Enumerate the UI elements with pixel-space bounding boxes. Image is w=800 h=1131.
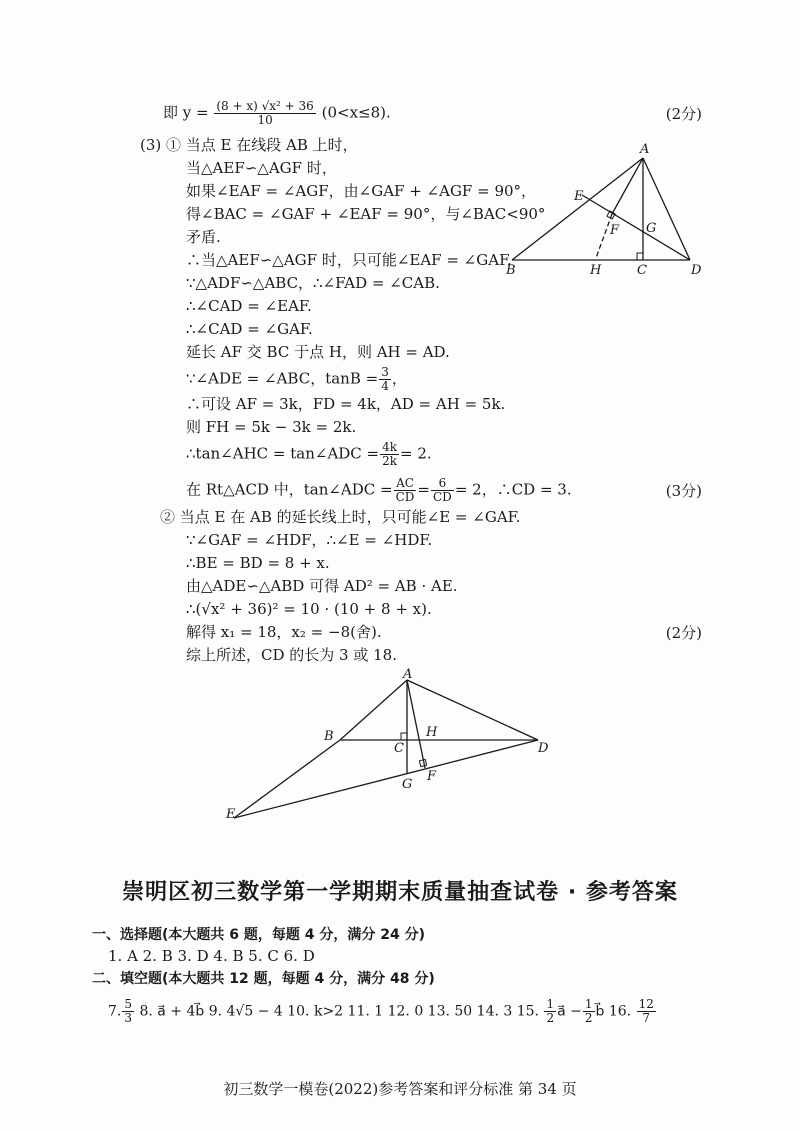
- denominator: 3: [124, 1011, 132, 1025]
- label-C: C: [637, 263, 647, 278]
- score-mark: (3分): [665, 482, 702, 500]
- denominator: CD: [395, 490, 415, 504]
- formula-denominator: 10: [257, 113, 273, 127]
- denominator: CD: [433, 490, 452, 504]
- label-D: D: [691, 263, 702, 278]
- segment-ED: [582, 195, 690, 260]
- solution-line: (3) ① 当点 E 在线段 AB 上时，: [140, 136, 358, 154]
- solution-line: 如果∠EAF = ∠AGF，由∠GAF + ∠AGF = 90°，: [186, 182, 537, 200]
- denominator: 2k: [382, 454, 398, 468]
- line-text: ，: [391, 369, 407, 388]
- fraction: [380, 441, 399, 468]
- solution-line: 矛盾.: [186, 228, 221, 246]
- page-footer: 初三数学一模卷(2022)参考答案和评分标准 第 34 页: [223, 1080, 577, 1098]
- label-F: F: [610, 223, 620, 238]
- fraction: [431, 477, 454, 504]
- label-F: F: [427, 769, 437, 784]
- line-text: = 2.: [400, 444, 432, 463]
- numerator: 6: [431, 477, 454, 491]
- solution-line: [186, 441, 432, 468]
- label-C: C: [394, 741, 404, 756]
- numerator: AC: [394, 477, 417, 491]
- fraction: [637, 998, 656, 1025]
- numerator: 12: [638, 997, 654, 1011]
- label-E: E: [226, 807, 236, 822]
- label-D: D: [538, 741, 549, 756]
- line-text: = 2，∴CD = 3.: [454, 480, 572, 499]
- label-G: G: [402, 777, 413, 792]
- label-H: H: [590, 263, 602, 278]
- right-angle-mark-C: [401, 733, 407, 740]
- line-text: ∵∠ADE = ∠ABC，tanB =: [186, 369, 379, 388]
- geometry-figure-2: [220, 668, 560, 828]
- section-heading-fill-in: 二、填空题(本大题共 12 题，每题 4 分，满分 48 分): [92, 971, 435, 987]
- solution-line: 当△AEF∽△AGF 时，: [186, 159, 337, 177]
- geometry-figure-1: [500, 140, 720, 280]
- numerator: 4k: [382, 440, 398, 454]
- solution-line: 延长 AF 交 BC 于点 H，则 AH = AD.: [186, 343, 450, 361]
- formula-fraction: [214, 100, 315, 127]
- segment-BE: [234, 740, 340, 818]
- multiple-choice-answers: 1. A 2. B 3. D 4. B 5. C 6. D: [108, 947, 315, 965]
- fraction: [394, 477, 417, 504]
- line-text: 在 Rt△ACD 中，tan∠ADC =: [186, 480, 393, 499]
- solution-line: [186, 366, 407, 393]
- solution-line: ∴∠CAD = ∠GAF.: [186, 320, 313, 338]
- denominator: 2: [584, 1011, 593, 1025]
- segment-ED: [234, 740, 538, 818]
- denominator: 2: [546, 1011, 555, 1025]
- right-angle-mark-C: [637, 253, 643, 260]
- solution-line: ∴∠CAD = ∠EAF.: [186, 297, 312, 315]
- formula-lead: 即 y =: [163, 103, 209, 122]
- line-text: b⃗ 16.: [595, 1003, 632, 1020]
- line-text: 8. a⃗ + 4b⃗ 9. 4√5 − 4 10. k>2 11. 1 12. 0 13. 50 14. 3 15.: [139, 1003, 539, 1020]
- solution-line: 解得 x₁ = 18，x₂ = −8(舍).: [186, 623, 382, 641]
- line-text: =: [417, 480, 430, 499]
- line-text: a⃗ −: [557, 1003, 582, 1020]
- denominator: 7: [642, 1011, 651, 1025]
- numerator: 1: [546, 997, 555, 1011]
- segment-AB: [512, 158, 643, 260]
- segment-AD: [643, 158, 690, 260]
- solution-line: ∴可设 AF = 3k，FD = 4k，AD = AH = 5k.: [186, 395, 506, 413]
- denominator: 4: [381, 379, 389, 393]
- formula-range: (0<x≤8).: [321, 103, 391, 122]
- solution-line: ∴当△AEF∽△AGF 时，只可能∠EAF = ∠GAF.: [186, 251, 512, 269]
- segment-AF: [612, 158, 643, 214]
- segment-AF: [407, 680, 425, 768]
- fraction: [583, 998, 595, 1025]
- fraction: [379, 366, 391, 393]
- solution-line: ② 当点 E 在 AB 的延长线上时，只可能∠E = ∠GAF.: [160, 508, 521, 526]
- fraction: [122, 998, 134, 1025]
- numerator: 3: [381, 365, 389, 379]
- solution-line: ∴BE = BD = 8 + x.: [186, 554, 330, 572]
- solution-line: 得∠BAC = ∠GAF + ∠EAF = 90°，与∠BAC<90°: [186, 205, 546, 223]
- label-G: G: [646, 221, 657, 236]
- line-text: 7.: [108, 1003, 122, 1020]
- solution-line: 则 FH = 5k − 3k = 2k.: [186, 418, 357, 436]
- label-A: A: [403, 668, 413, 682]
- score-mark: (2分): [665, 624, 702, 642]
- solution-line: 由△ADE∽△ABD 可得 AD² = AB · AE.: [186, 577, 458, 595]
- segment-AB: [340, 680, 407, 740]
- fraction: [544, 998, 556, 1025]
- answer-key-title: 崇明区初三数学第一学期期末质量抽查试卷 · 参考答案: [122, 880, 678, 905]
- label-E: E: [574, 189, 584, 204]
- formula-line: [163, 100, 391, 127]
- solution-line: [186, 477, 572, 504]
- label-A: A: [640, 142, 650, 157]
- label-B: B: [324, 729, 334, 744]
- score-mark: (2分): [665, 105, 702, 123]
- formula-numerator: (8 + x) √x² + 36: [216, 99, 314, 113]
- label-H: H: [426, 725, 438, 740]
- label-B: B: [506, 263, 516, 278]
- solution-line: ∵△ADF∽△ABC，∴∠FAD = ∠CAB.: [186, 274, 440, 292]
- fill-in-answers: [108, 998, 657, 1025]
- numerator: 5: [124, 997, 132, 1011]
- solution-line: ∴(√x² + 36)² = 10 · (10 + 8 + x).: [186, 600, 432, 618]
- solution-line: ∵∠GAF = ∠HDF，∴∠E = ∠HDF.: [186, 531, 433, 549]
- section-heading-multiple-choice: 一、选择题(本大题共 6 题，每题 4 分，满分 24 分): [92, 927, 426, 943]
- numerator: 1: [584, 997, 593, 1011]
- line-text: ∴tan∠AHC = tan∠ADC =: [186, 444, 380, 463]
- solution-line: 综上所述，CD 的长为 3 或 18.: [186, 646, 397, 664]
